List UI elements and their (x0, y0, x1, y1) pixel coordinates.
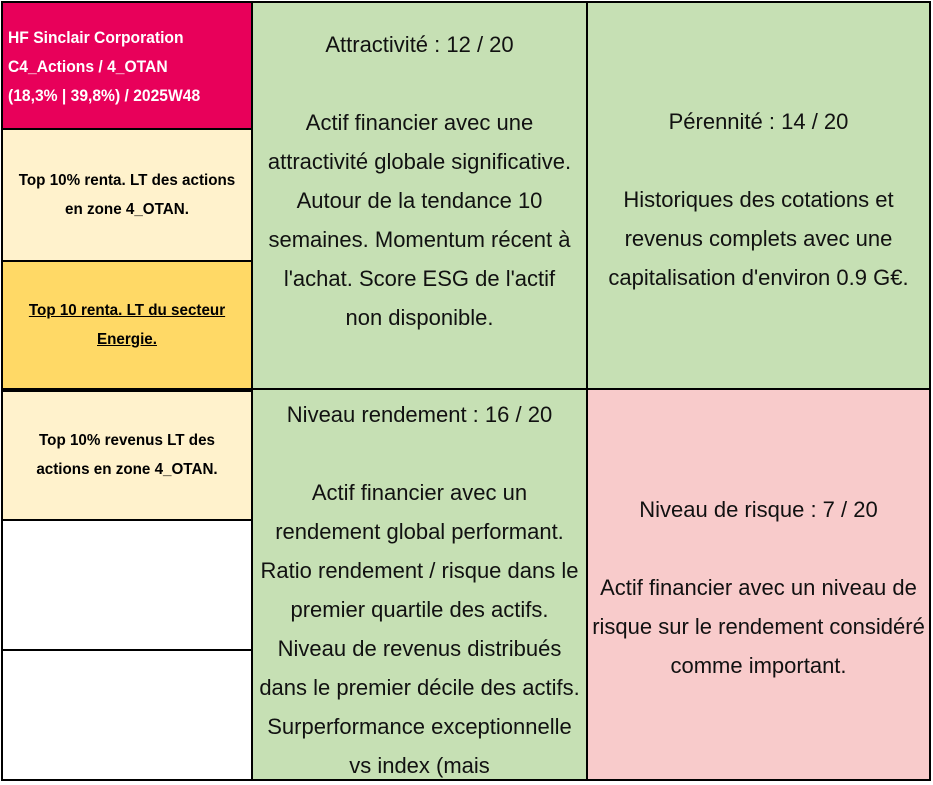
empty-cell[interactable] (1, 519, 253, 651)
asset-performance-week: (18,3% | 39,8%) / 2025W48 (8, 86, 201, 105)
risque-title: Niveau de risque : 7 / 20 (639, 497, 878, 522)
attractivite-text: Actif financier avec une attractivité globale significative. Autour de la tendance 10 semaines. Momentum récent à l'achat. Score ESG de l'actif non disponible. (267, 110, 572, 330)
tag-top10-renta-secteur[interactable] (1, 260, 253, 390)
risque-cell[interactable] (586, 388, 931, 781)
asset-name: HF Sinclair Corporation (8, 28, 184, 47)
rendement-text: Actif financier avec un rendement global performant. Ratio rendement / risque dans le premier quartile des actifs. Niveau de revenus distribués dans le premier décile des actifs. Surperformance exceptionnelle vs index (mais (259, 480, 580, 778)
risque-text: Actif financier avec un niveau de risque sur le rendement considéré comme important. (592, 575, 925, 678)
perennite-text: Historiques des cotations et revenus complets avec une capitalisation d'environ 0.9 G€. (608, 187, 909, 290)
empty-cell[interactable] (1, 649, 253, 781)
perennite-title: Pérennité : 14 / 20 (668, 109, 849, 134)
attractivite-title: Attractivité : 12 / 20 (325, 32, 514, 57)
tag-top10-renta-zone[interactable] (1, 128, 253, 262)
perennite-cell[interactable] (586, 1, 931, 390)
attractivite-cell[interactable] (251, 1, 588, 390)
rendement-title: Niveau rendement : 16 / 20 (286, 402, 553, 427)
tag-top10-revenus-zone-label: Top 10% revenus LT des actions en zone 4_OTAN. (36, 432, 218, 478)
rendement-cell[interactable] (251, 388, 588, 781)
asset-category: C4_Actions / 4_OTAN (8, 57, 168, 76)
asset-header-cell[interactable] (1, 1, 253, 130)
tag-top10-renta-zone-label: Top 10% renta. LT des actions en zone 4_OTAN. (18, 172, 236, 218)
tag-top10-revenus-zone[interactable] (1, 390, 253, 521)
tag-top10-renta-secteur-label: Top 10 renta. LT du secteur Energie. (28, 302, 226, 348)
